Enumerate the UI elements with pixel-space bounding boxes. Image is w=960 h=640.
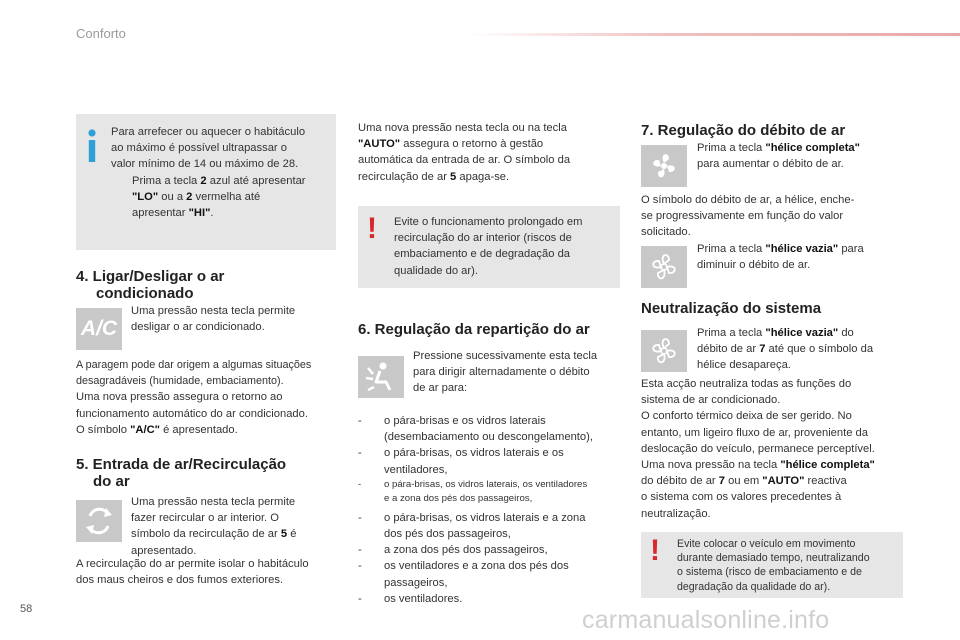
warning-icon: ! xyxy=(367,212,377,245)
warning2-line-1: Evite colocar o veículo em movimento xyxy=(677,538,856,550)
col2-intro-2: "AUTO" assegura o retorno à gestão xyxy=(358,138,544,151)
section-7-d1: Prima a tecla "hélice completa" xyxy=(697,142,860,154)
section-7-p3: solicitado. xyxy=(641,226,691,239)
section-6-desc-3: de ar para: xyxy=(413,382,468,395)
section-4-p2: desagradáveis (humidade, embaciamento). xyxy=(76,375,284,388)
list-item: - os ventiladores e a zona dos pés dos passageiros, xyxy=(358,560,569,589)
fan-empty-button-tile xyxy=(641,246,687,288)
neutral-d3: hélice desapareça. xyxy=(697,359,791,372)
list-item: - os ventiladores. xyxy=(358,592,463,605)
neutral-p1: Esta acção neutraliza todas as funções do xyxy=(641,378,852,390)
section-5-p1: A recirculação do ar permite isolar o habitáculo xyxy=(76,558,309,570)
warning1-line-2: recirculação do ar interior (riscos de xyxy=(394,232,572,245)
ac-button-tile xyxy=(76,308,122,350)
info-line-1: Para arrefecer ou aquecer o habitáculo xyxy=(111,126,306,138)
fan-empty-icon xyxy=(641,246,687,288)
header-divider xyxy=(470,33,960,36)
ac-icon: A/C xyxy=(80,317,118,340)
warning2-line-4: degradação da qualidade do ar). xyxy=(677,580,831,593)
section-7-e2: diminuir o débito de ar. xyxy=(697,259,811,272)
warning1-line-4: qualidade do ar). xyxy=(394,264,478,277)
neutral-p4: entanto, um ligeiro fluxo de ar, proveniente da xyxy=(641,426,869,439)
warning-icon: ! xyxy=(650,534,660,567)
info-icon xyxy=(82,128,102,166)
neutral-d2: débito de ar 7 até que o símbolo da xyxy=(697,343,874,356)
list-item: - o pára-brisas, os vidros laterais, os ventiladores e a zona dos pés dos passageiros, xyxy=(358,478,588,504)
list-item: - o pára-brisas, os vidros laterais e a zona dos pés dos passageiros, xyxy=(358,511,586,541)
neutral-p7: do débito de ar 7 ou em "AUTO" reactiva xyxy=(641,475,847,488)
section-5-desc-1: Uma pressão nesta tecla permite xyxy=(131,496,296,508)
neutral-p9: neutralização. xyxy=(641,507,711,520)
section-6-desc-1: Pressione sucessivamente esta tecla xyxy=(413,350,598,362)
section-5-desc-3: símbolo da recirculação de ar 5 é xyxy=(131,528,297,541)
neutral-p2: sistema de ar condicionado. xyxy=(641,394,781,407)
watermark: carmanualsonline.info xyxy=(582,606,830,634)
page-header-title: Conforto xyxy=(76,26,126,41)
info-box: Para arrefecer ou aquecer o habitáculo ao máximo é possível ultrapassar o valor mínimo de 14 ou máximo de 28. Prima a tecla 2 azul até apresentar "LO" ou a 2 vermelha até apresentar "HI". xyxy=(76,114,336,250)
page-number: 58 xyxy=(20,603,33,615)
air-distribution-button-tile xyxy=(358,356,404,398)
section-7-e1: Prima a tecla "hélice vazia" para xyxy=(697,243,864,255)
col2-intro-3: automática da entrada de ar. O símbolo da xyxy=(358,154,571,167)
warning2-line-2: durante demasiado tempo, neutralizando xyxy=(677,552,870,565)
neutral-d1: Prima a tecla "hélice vazia" do xyxy=(697,327,854,339)
fan-empty-neutral-button-tile xyxy=(641,330,687,372)
section-5-p2: dos maus cheiros e dos fumos exteriores. xyxy=(76,574,284,587)
section-4-p4: funcionamento automático do ar condicionado. xyxy=(76,407,308,420)
recirculation-icon xyxy=(76,500,122,542)
neutral-p3: O conforto térmico deixa de ser gerido. No xyxy=(641,410,852,423)
section-4-desc-1: Uma pressão nesta tecla permite xyxy=(131,305,296,317)
warning1-line-3: embaciamento e de degradação da xyxy=(394,248,571,261)
fan-full-button-tile xyxy=(641,145,687,187)
section-6-desc-2: para dirigir alternadamente o débito xyxy=(413,366,590,379)
air-distribution-list xyxy=(358,413,633,607)
section-7-title: 7. Regulação do débito de ar xyxy=(641,122,846,139)
col2-intro-4: recirculação de ar 5 apaga-se. xyxy=(358,170,510,183)
info-line-2: ao máximo é possível ultrapassar o xyxy=(111,142,287,155)
section-4-p1: A paragem pode dar origem a algumas situações xyxy=(76,359,312,371)
section-5-title: 5. Entrada de ar/Recirculação do ar xyxy=(76,456,287,490)
recirculation-button-tile xyxy=(76,500,122,542)
section-7-d2: para aumentar o débito de ar. xyxy=(697,158,844,171)
fan-empty-neutral-icon xyxy=(641,330,687,372)
neutralization-title: Neutralização do sistema xyxy=(641,300,822,317)
section-6-title: 6. Regulação da repartição do ar xyxy=(358,321,590,338)
info-line-3: valor mínimo de 14 ou máximo de 28. xyxy=(111,158,299,171)
list-item: - o pára-brisas e os vidros laterais (desembaciamento ou descongelamento), xyxy=(358,415,593,444)
section-7-p1: O símbolo do débito de ar, a hélice, enche- xyxy=(641,194,855,206)
warning2-line-3: o sistema (risco de embaciamento e de xyxy=(677,566,862,579)
section-4-p5: O símbolo "A/C" é apresentado. xyxy=(76,423,238,436)
section-7-p2: se progressivamente em função do valor xyxy=(641,210,844,223)
warning1-line-1: Evite o funcionamento prolongado em xyxy=(394,216,583,228)
section-4-p3: Uma nova pressão assegura o retorno ao xyxy=(76,391,283,404)
section-4-desc-2: desligar o ar condicionado. xyxy=(131,321,265,334)
neutral-p5: deslocação do veículo, permanece perceptível. xyxy=(641,442,875,455)
col2-intro-1: Uma nova pressão nesta tecla ou na tecla xyxy=(358,122,567,134)
section-5-desc-4: apresentado. xyxy=(131,544,197,557)
section-5-desc-2: fazer recircular o ar interior. O xyxy=(131,512,279,525)
list-item: - a zona dos pés dos passageiros, xyxy=(358,544,548,557)
section-4-title: 4. Ligar/Desligar o ar condicionado xyxy=(76,268,225,302)
warning-box-neutralization xyxy=(641,532,903,598)
neutral-p6: Uma nova pressão na tecla "hélice completa" xyxy=(641,459,875,472)
list-item: - o pára-brisas, os vidros laterais e os ventiladores, xyxy=(358,447,564,476)
neutral-p8: o sistema com os valores precedentes à xyxy=(641,491,842,504)
fan-full-icon xyxy=(641,145,687,187)
air-distribution-icon xyxy=(358,356,404,398)
warning-box-recirculation xyxy=(358,206,620,288)
